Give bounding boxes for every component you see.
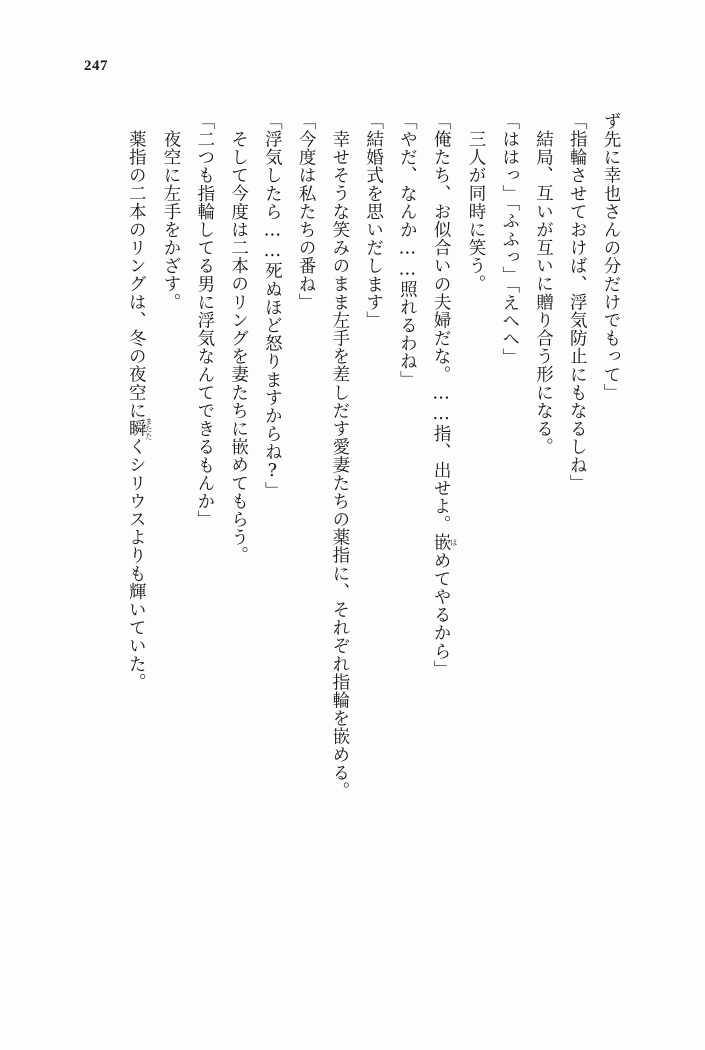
paragraph-text: 薬指の二本のリングは、冬の夜空に	[126, 129, 147, 420]
paragraph: 幸せそうな笑みのまま左手を差しだす愛妻たちの薬指に、それぞれ指輪を嵌める。	[329, 129, 350, 800]
paragraph: 結局、互いが互いに贈り合う形になる。	[533, 129, 554, 456]
paragraph: 「やだ、なんか……照れるわね」	[397, 112, 418, 389]
paragraph: 「浮気したら……死ぬほど怒りますからね?」	[262, 112, 283, 500]
ruby-base: 嵌	[431, 533, 452, 552]
paragraph: ず先に幸也さんの分だけでもって」	[601, 112, 621, 402]
vertical-text-body	[90, 112, 627, 958]
ruby-text: は	[449, 533, 459, 552]
paragraph: 夜空に左手をかざす。	[161, 129, 182, 311]
ruby-base: 瞬	[126, 417, 147, 440]
paragraph: 三人が同時に笑う。	[465, 129, 486, 293]
paragraph-with-ruby	[119, 112, 154, 958]
page-number: 247	[84, 58, 108, 74]
paragraph: 「ははっ」「ふふっ」「えへへ」	[499, 112, 520, 366]
paragraph-text-after: めてやるから」	[431, 551, 452, 679]
paragraph-with-ruby	[423, 112, 458, 958]
ruby-annotation	[431, 533, 459, 552]
paragraph: そして今度は二本のリングを妻たちに嵌めてもらう。	[228, 129, 249, 564]
paragraph: 「今度は私たちの番ね」	[296, 112, 317, 312]
ruby-annotation	[126, 417, 154, 440]
paragraph: 「結婚式を思いだします」	[363, 112, 384, 330]
paragraph: 「二つも指輪してる男に浮気なんてできるもんか」	[194, 112, 215, 529]
paragraph: 「指輪させておけば、浮気防止にもなるしね」	[567, 112, 588, 493]
paragraph-text-after: くシリウスよりも輝いていた。	[126, 437, 147, 691]
paragraph-text: 「俺たち、お似合いの夫婦だな。……指、出せよ。	[431, 112, 452, 534]
ruby-text: またた	[144, 417, 154, 440]
